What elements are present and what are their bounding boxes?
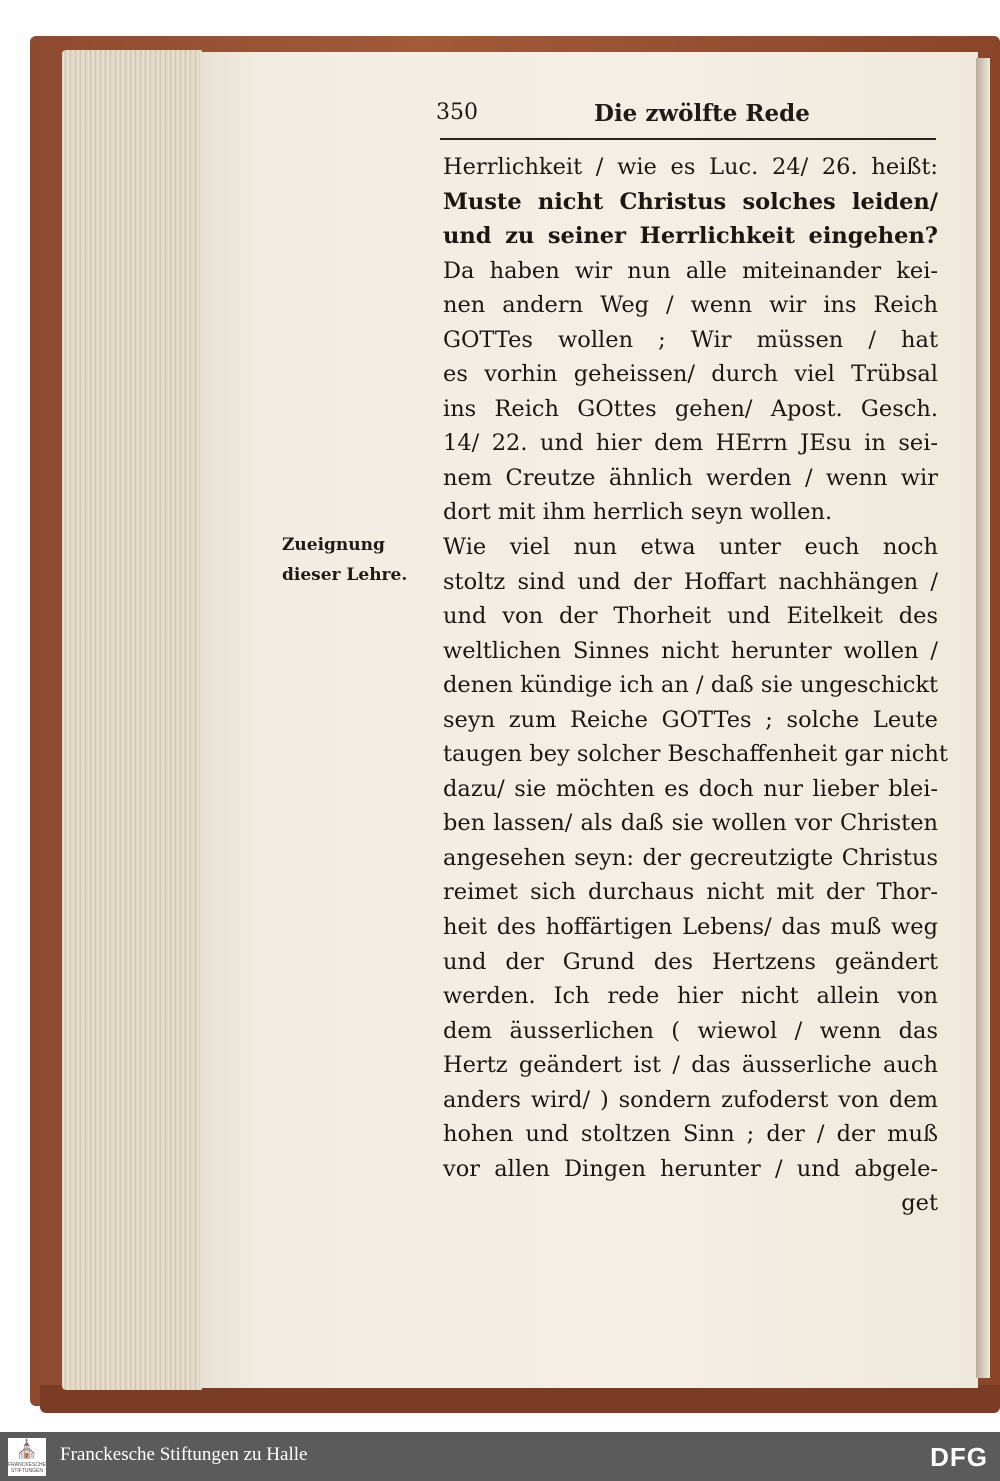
footer-bar	[0, 1432, 1000, 1481]
text-line: Wie viel nun etwa unter euch noch	[443, 534, 938, 561]
text-line: taugen bey solcher Beschaffenheit gar nicht	[443, 741, 948, 768]
text-line: und der Grund des Hertzens geändert	[443, 948, 938, 975]
text-line: nen andern Weg / wenn wir ins Reich	[443, 292, 938, 319]
dfg-logo: DFG	[930, 1442, 988, 1472]
text-line: denen kündige ich an / daß sie ungeschickt	[443, 672, 938, 699]
text-line: dazu/ sie möchten es doch nur lieber blei-	[443, 775, 938, 802]
text-line: Herrlichkeit / wie es Luc. 24/ 26. heißt:	[443, 154, 938, 180]
institution-logo	[8, 1438, 46, 1476]
text-line: reimet sich durchaus nicht mit der Thor-	[443, 879, 938, 906]
text-line: und von der Thorheit und Eitelkeit des	[443, 603, 938, 630]
text-line: Da haben wir nun alle miteinander kei-	[443, 257, 938, 284]
page-edges	[62, 50, 202, 1390]
margin-note	[282, 530, 412, 590]
text-line: angesehen seyn: der gecreutzigte Christus	[443, 844, 938, 871]
text-line: heit des hoffärtigen Lebens/ das muß weg	[443, 914, 938, 941]
text-line: dem äusserlichen ( wiewol / wenn das	[443, 1017, 938, 1044]
text-line: 14/ 22. und hier dem HErrn JEsu in sei-	[443, 430, 938, 457]
text-line: stoltz sind und der Hoffart nachhängen /	[443, 568, 938, 595]
text-line: GOTTes wollen ; Wir müssen / hat	[443, 326, 938, 353]
running-head: Die zwölfte Rede	[594, 100, 810, 127]
text-line: ben lassen/ als daß sie wollen vor Christen	[443, 810, 938, 837]
text-line: es vorhin geheissen/ durch viel Trübsal	[443, 361, 938, 388]
text-line: hohen und stoltzen Sinn ; der / der muß	[443, 1121, 938, 1148]
text-line: anders wird/ ) sondern zufoderst von dem	[443, 1086, 938, 1113]
text-line: seyn zum Reiche GOTTes ; solche Leute	[443, 706, 938, 733]
catchword: get	[901, 1190, 938, 1217]
header-rule	[440, 138, 936, 140]
text-line: Hertz geändert ist / das äusserliche auch	[443, 1052, 938, 1079]
text-line: dort mit ihm herrlich seyn wollen.	[443, 499, 833, 526]
logo-text: FRANCKESCHE STIFTUNGEN	[8, 1462, 46, 1474]
page-gutter	[976, 58, 990, 1378]
text-line: nem Creutze ähnlich werden / wenn wir	[443, 464, 938, 491]
text-line: vor allen Dingen herunter / und abgele-	[443, 1155, 938, 1182]
text-line: werden. Ich rede hier nicht allein von	[443, 983, 938, 1010]
building-icon: ⛪	[15, 1439, 39, 1460]
text-line: weltlichen Sinnes nicht herunter wollen /	[443, 637, 938, 664]
margin-note-line: Zueignung	[282, 535, 385, 555]
institution-name: Franckesche Stiftungen zu Halle	[60, 1444, 308, 1465]
body-text	[443, 150, 948, 1221]
text-line-emphasis: und zu seiner Herrlichkeit eingehen?	[443, 223, 938, 250]
page-number: 350	[436, 100, 478, 125]
text-line: ins Reich GOttes gehen/ Apost. Gesch.	[443, 395, 938, 422]
text-line-emphasis: Muste nicht Christus solches leiden/	[443, 188, 938, 215]
margin-note-line: dieser Lehre.	[282, 565, 408, 585]
